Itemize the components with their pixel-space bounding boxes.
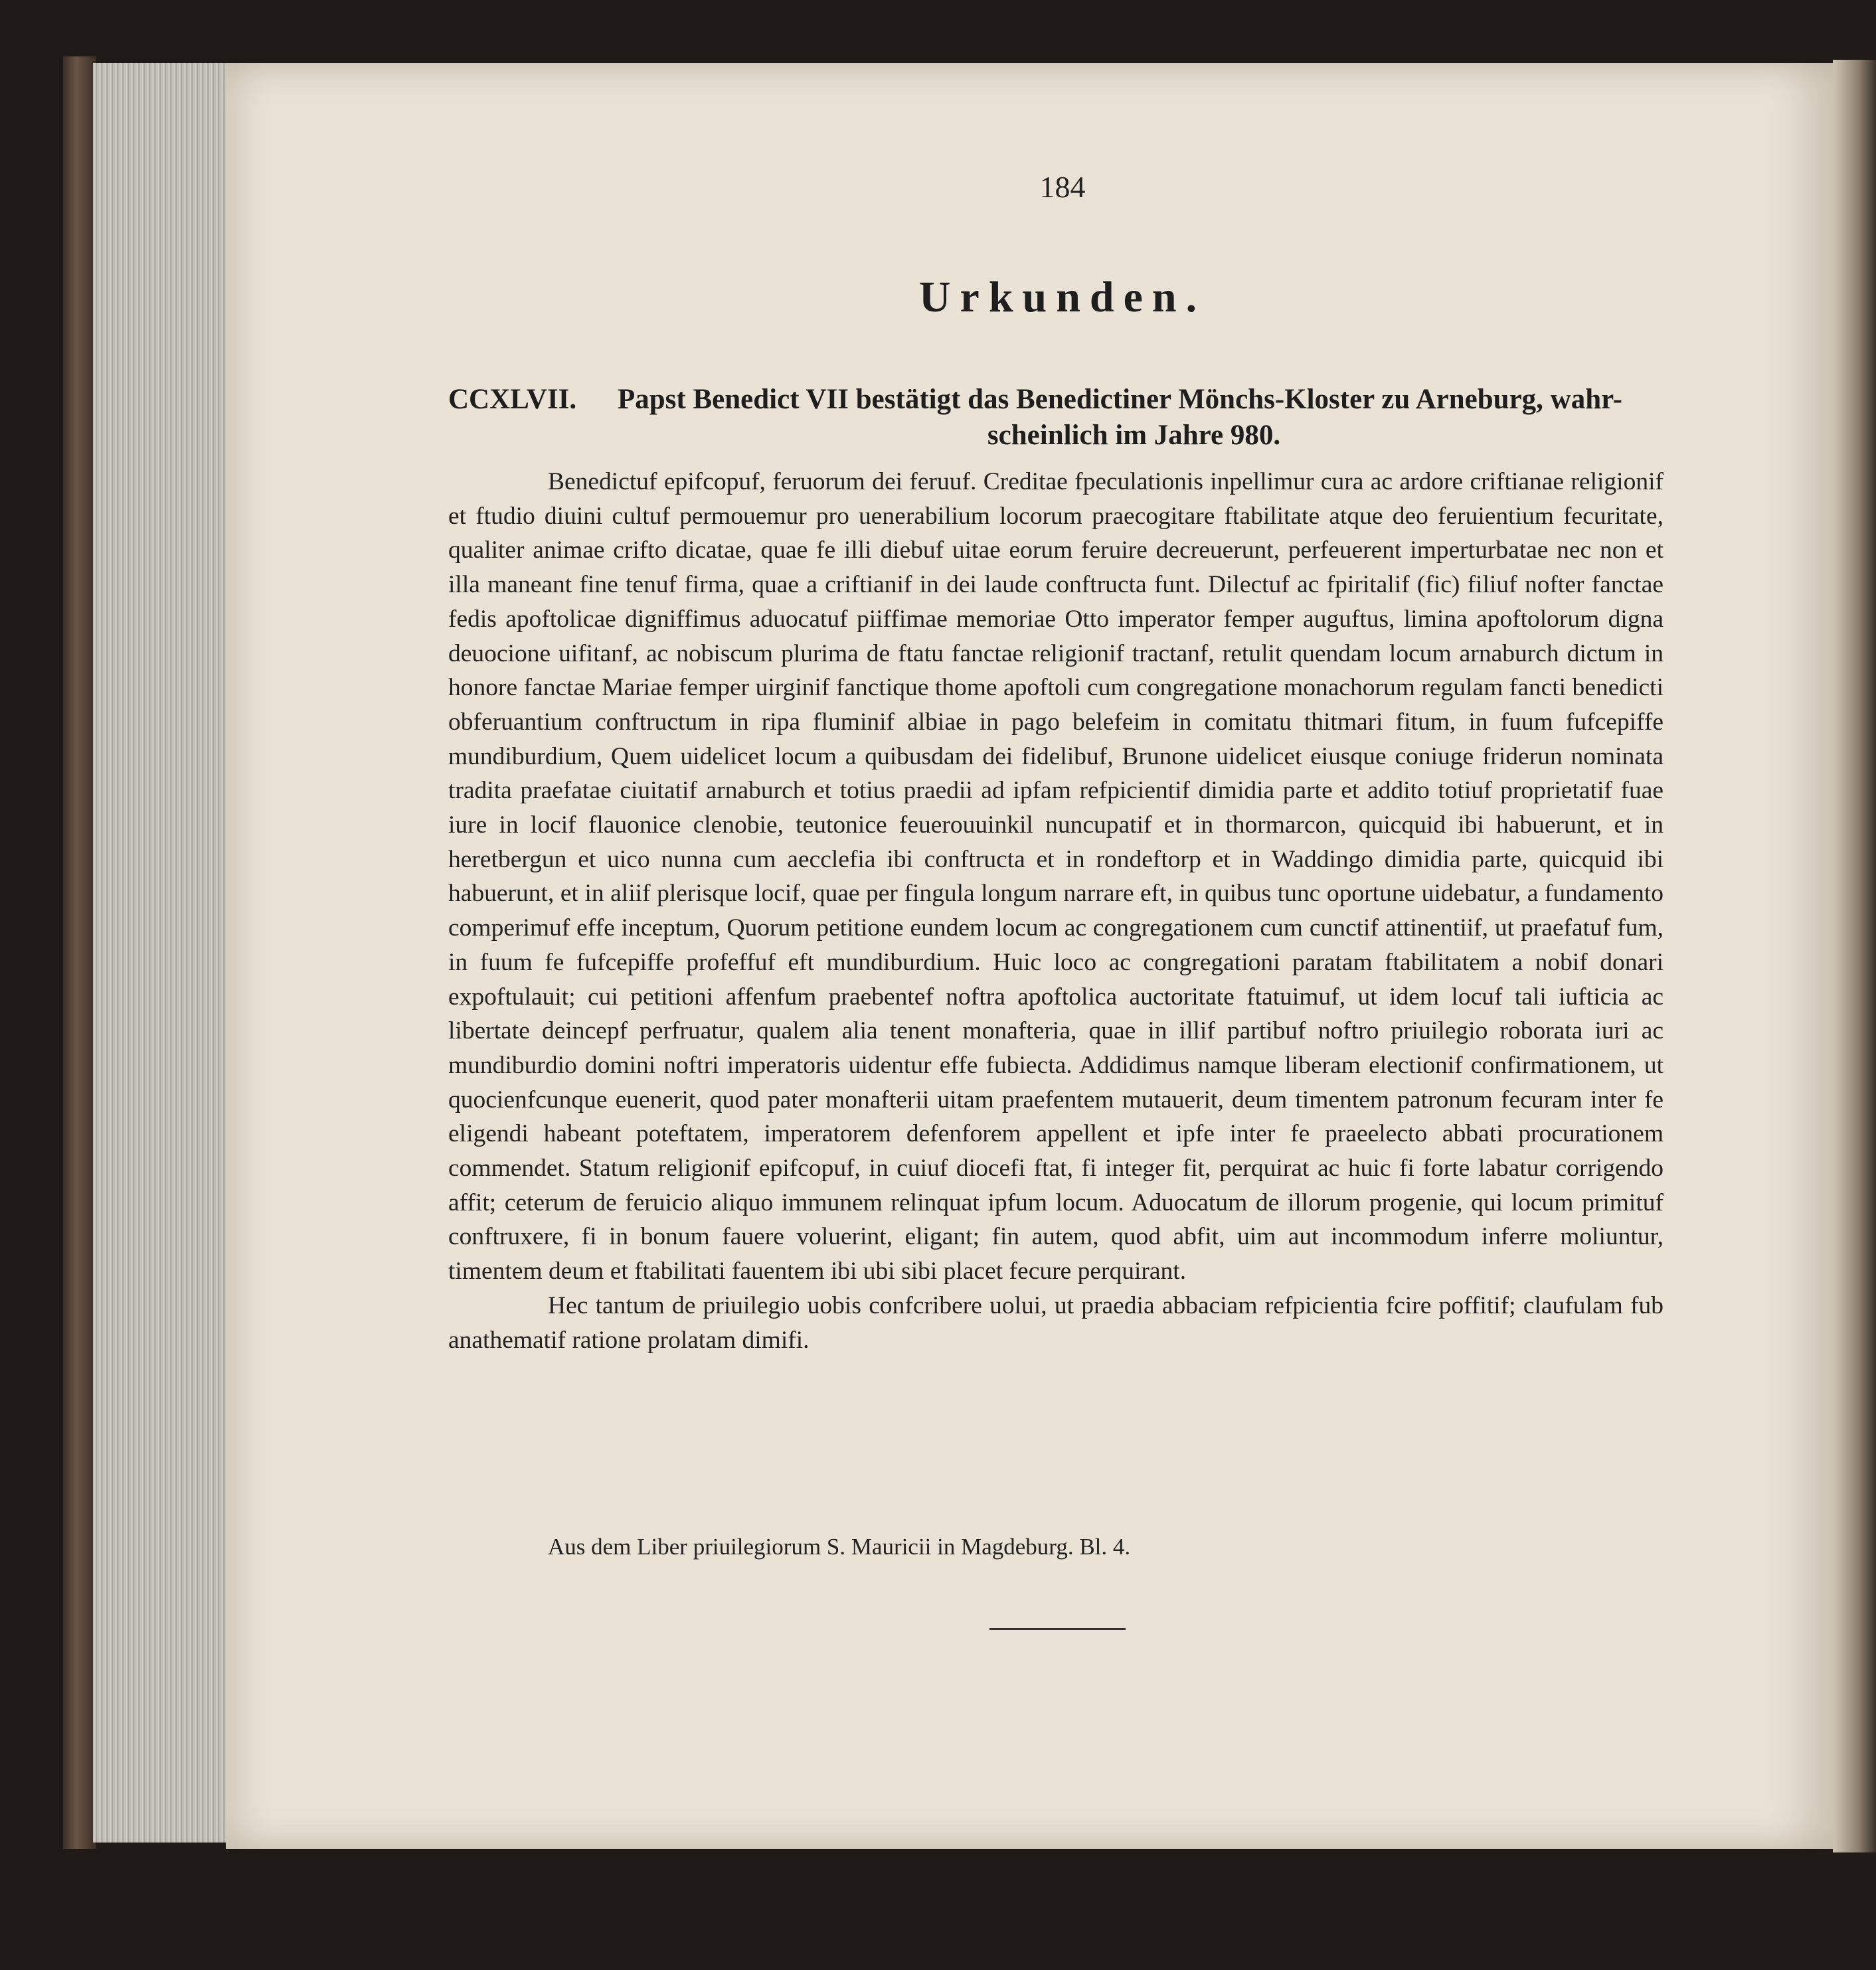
- page-edges: [93, 63, 239, 1843]
- body-paragraph-2: Hec tantum de priuilegio uobis confcribere uolui, ut praedia abbaciam refpicientia fcire poffitif; claufulam fub anathematif ratione prolatam dimifi.: [448, 1291, 1663, 1354]
- document-title: [448, 382, 1660, 453]
- closing-rule: [989, 1628, 1126, 1630]
- body-paragraph-1: Benedictuf epifcopuf, feruorum dei feruuf. Creditae fpeculationis inpellimur cura ac ardore criftianae religionif et ftudio diuini cultuf permouemur pro uenerabilium locorum praecogitare ftabilitate atque deo feruientium fecuritate, qualiter animae crifto dicatae, quae fe illi diebuf uitae eorum feruire decreuerunt, perfeuerent imperturbatae nec non et illa maneant fine tenuf firma, quae a criftianif in dei laude conftructa funt. Dilectuf ac fpiritalif (fic) filiuf nofter fanctae fedis apoftolicae digniffimus aduocatuf piiffimae memoriae Otto imperator femper auguftus, limina apoftolorum digna deuocione uifitanf, ac nobiscum plurima de ftatu fanctae religionif tractanf, retulit quendam locum arnaburch dictum in honore fanctae Mariae femper uirginif fanctique thome apoftoli cum congregatione monachorum regulam fancti benedicti obferuantium conftructum in ripa fluminif albiae in pago belefeim in comitatu thitmari fitum, in fuum fufcepiffe mundiburdium, Quem uidelicet locum a quibusdam dei fidelibuf, Brunone uidelicet eiusque coniuge friderun nominata tradita praefatae ciuitatif arnaburch et totius praedii ad ipfam refpicientif dimidia parte et addito totiuf proprietatif fuae iure in locif flauonice clenobie, teutonice feuerouuinkil nuncupatif et in thormarcon, quicquid ibi habuerunt, et in heretbergun et uico nunna cum aecclefia ibi conftructa et in rondeftorp et in Waddingo dimidia parte, quicquid ibi habuerunt, et in aliif plerisque locif, quae per fingula longum narrare eft, in quibus tunc oportune uidebatur, a fundamento comperimuf effe inceptum, Quorum petitione eundem locum ac congregationem cum cunctif attinentiif, ut praefatuf fum, in fuum fe fufcepiffe profeffuf eft mundiburdium. Huic loco ac congregationi paratam ftabilitatem a nobif donari expoftulauit; cui petitioni affenfum praebentef noftra apoftolica auctoritate ftatuimuf, ut idem locuf tali iufticia ac libertate deincepf perfruatur, qualem alia tenent monafteria, quae in illif partibuf noftro priuilegio roborata iuri ac mundiburdio domini noftri imperatoris uidentur effe fubiecta. Addidimus namque liberam electionif confirmationem, ut quocienfcunque euenerit, quod pater monafterii uitam praefentem mutauerit, deum timentem patronum fecuram inter fe eligendi habeant poteftatem, imperatorem defenforem appellent et ipfe inter fe praeelecto abbati procurationem commendet. Statum religionif epifcopuf, in cuiuf diocefi ftat, fi integer fit, perquirat ac huic fi forte labatur corrigendo affit; ceterum de feruicio aliquo immunem relinquat ipfum locum. Aduocatum de illorum progenie, qui locum primituf conftruxere, fi in bonum fauere voluerint, eligant; fin autem, quod abfit, uim aut incommodum inferre moliuntur, timentem deum et ftabilitati fauentem ibi ubi sibi placet fecure perquirant.: [448, 468, 1663, 1285]
- page-number: 184: [1039, 170, 1086, 204]
- document-title-line1: Papst Benedict VII bestätigt das Benedictiner Mönchs-Kloster zu Arneburg, wahr-: [618, 384, 1622, 415]
- document-title-line2: scheinlich im Jahre 980.: [987, 420, 1281, 451]
- book-cover-left: [63, 56, 96, 1849]
- book-cover-right: [1833, 60, 1876, 1852]
- source-note: Aus dem Liber priuilegiorum S. Mauricii in Magdeburg. Bl. 4.: [548, 1534, 1131, 1560]
- page-heading: Urkunden.: [918, 273, 1207, 321]
- document-body: [448, 465, 1663, 1357]
- document-number: CCXLVII.: [448, 384, 577, 415]
